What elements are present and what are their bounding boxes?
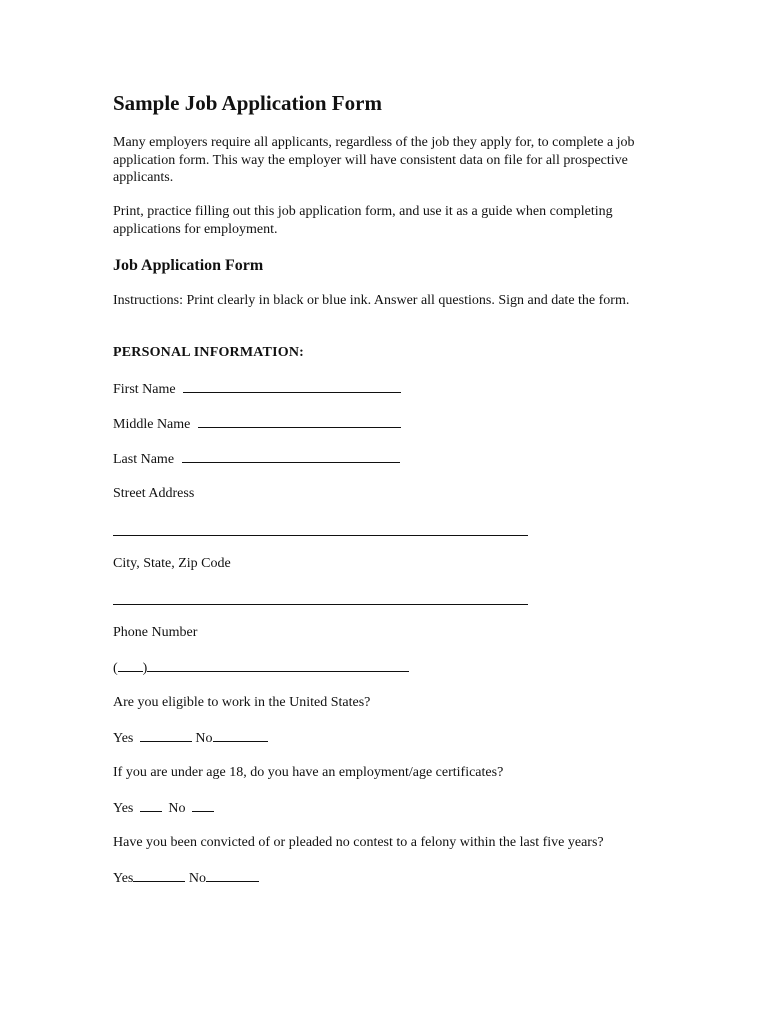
under-18-yes-field[interactable]	[140, 799, 162, 812]
first-name-row	[113, 380, 401, 399]
page-title: Sample Job Application Form	[113, 91, 382, 115]
phone-number-field[interactable]	[147, 659, 409, 672]
no-label: No	[195, 731, 213, 746]
phone-number-label: Phone Number	[113, 625, 198, 640]
intro-paragraph-2: Print, practice filling out this job application form, and use it as a guide when completing applications for employment.	[113, 204, 613, 237]
instructions-text: Instructions: Print clearly in black or blue ink. Answer all questions. Sign and date the form.	[113, 293, 630, 308]
question-felony: Have you been convicted of or pleaded no contest to a felony within the last five years?	[113, 835, 604, 850]
middle-name-field[interactable]	[198, 415, 401, 428]
no-label: No	[188, 871, 206, 886]
city-state-zip-label: City, State, Zip Code	[113, 556, 231, 571]
intro-paragraph-1: Many employers require all applicants, regardless of the job they apply for, to complete a job application form. This way the employer will have consistent data on file for all prospective applicants.	[113, 135, 635, 185]
first-name-label: First Name	[113, 382, 176, 397]
form-heading: Job Application Form	[113, 257, 264, 274]
answer-row-under-18	[113, 799, 214, 818]
yes-label: Yes	[113, 731, 134, 746]
phone-open-paren: (	[113, 661, 118, 676]
question-under-18: If you are under age 18, do you have an employment/age certificates?	[113, 765, 504, 780]
answer-row-eligible-us	[113, 729, 268, 748]
middle-name-label: Middle Name	[113, 417, 191, 432]
phone-area-code-field[interactable]	[118, 659, 143, 672]
phone-close-paren: )	[142, 661, 148, 676]
under-18-no-field[interactable]	[192, 799, 214, 812]
street-address-field[interactable]	[113, 535, 528, 536]
answer-row-felony	[113, 869, 259, 888]
phone-number-row	[113, 659, 409, 678]
middle-name-row	[113, 415, 401, 434]
yes-label: Yes	[113, 801, 134, 816]
question-eligible-us: Are you eligible to work in the United States?	[113, 695, 371, 710]
felony-no-field[interactable]	[206, 869, 259, 882]
no-label: No	[168, 801, 186, 816]
felony-yes-field[interactable]	[133, 869, 185, 882]
first-name-field[interactable]	[183, 380, 401, 393]
last-name-field[interactable]	[182, 450, 400, 463]
city-state-zip-field[interactable]	[113, 604, 528, 605]
yes-label: Yes	[113, 871, 134, 886]
eligible-no-field[interactable]	[213, 729, 268, 742]
section-personal-information: PERSONAL INFORMATION:	[113, 345, 305, 360]
eligible-yes-field[interactable]	[140, 729, 192, 742]
last-name-row	[113, 450, 400, 469]
street-address-label: Street Address	[113, 486, 195, 501]
last-name-label: Last Name	[113, 452, 175, 467]
